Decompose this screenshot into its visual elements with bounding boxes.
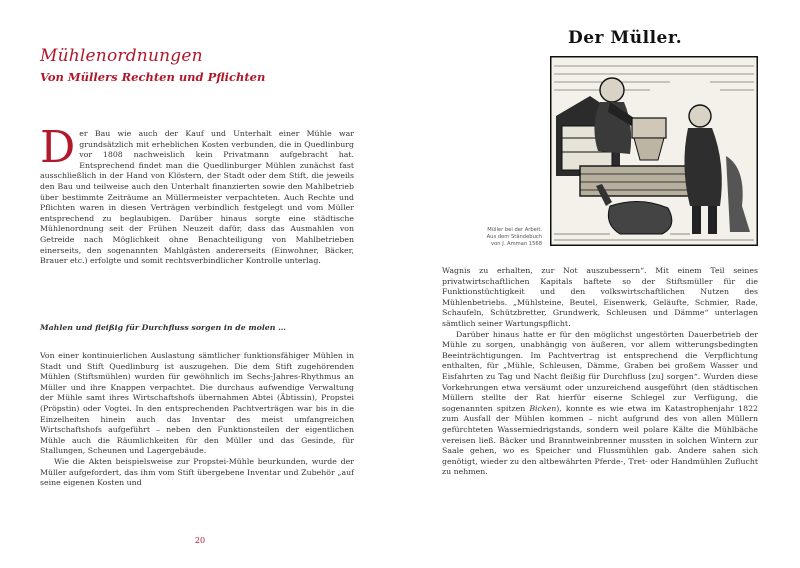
woodcut-caption [436, 227, 542, 248]
caption-line: Müller bei der Arbeit. [487, 227, 542, 233]
chapter-subtitle: Von Müllers Rechten und Pflichten [40, 70, 266, 84]
caption-line: von J. Amman 1568 [491, 241, 542, 247]
chapter-title: Mühlenordnungen [40, 46, 203, 66]
intro-text: er Bau wie auch der Kauf und Unterhalt einer Mühle war grundsätzlich mit erheblichen Kosten verbunden, die in Quedlinburg vor 1808 nachweislich kein Privatmann aufgebracht hat. Entsprechend findet man die Quedlinburger Mühlen zunächst fast ausschließlich in der Hand von Klöstern, der Stadt oder dem Stift, die jeweils den Bau und teilweise auch den Unterhalt finanzierten sowie den Mahlbetrieb über bestimmte Zeiträume an Müllermeister verpachteten. Auch Rechte und Pflichten waren in diesen Verträgen verbindlich festgelegt und vom Müller entsprechend zu beglaubigen. Darüber hinaus sorgte eine städtische Mühlenordnung seit der Frühen Neuzeit dafür, dass das Ausmahlen von Getreide nach Möglichkeit ohne Benachteiligung von Mahlbetrieben einerseits, den sogenannten Mahlgästen andererseits (Einwohner, Bäcker, Brauer etc.) erfolgte und somit rechtsverbindlicher Kontrolle unterlag. [40, 129, 354, 266]
section-subheading: Mahlen und fleißig für Durchfluss sorgen in de molen … [40, 323, 286, 332]
right-body [442, 266, 758, 478]
woodcut-illustration [550, 56, 758, 246]
right-body-text: Darüber hinaus hatte er für den möglichst ungestörten Dauerbetrieb der Mühle zu sorgen, unabhängig von äußeren, vor allem witterungsbedingten Beeinträchtigungen. Im Pachtvertrag ist entsprechend die Verpflichtung enthalten, für „Mühle, Schleusen, Dämme, Graben bei großem Wasser und Eisfahrten zu Tag und Nacht fleißig für Durchfluss [zu] sorgen“. Wurden diese Vorkehrungen etwa versäumt oder unzureichend ausgeführt (den städtischen Müllern stellte der Rat hierfür eiserne Schlegel zur Verfügung, die sogenannten spitzen [442, 329, 758, 413]
left-body-paragraph: Wie die Akten beispielsweise zur Propstei-Mühle beurkunden, wurde der Müller aufgefordert, das ihm vom Stift übergebene Inventar und Zubehör „auf seine eigenen Kosten und [40, 456, 354, 488]
right-body-paragraph [442, 330, 758, 478]
left-body-paragraph: Von einer kontinuierlichen Auslastung sämtlicher funktionsfähiger Mühlen in Stadt und Stift Quedlinburg ist auszugehen. Die dem Stift zugehörenden Mühlen (Stiftsmühlen) wurden für gewöhnlich im Sechs-Jahres-Rhythmus an Müller und ihre Knappen verpachtet. Die durchaus aufwendige Verwaltung der Mühle samt ihres Wirtschaftshofs übernahmen Abtei (Äbtissin), Propstei (Pröpstin) oder Vogtei. In den entsprechenden Pachtverträgen war bis in die Einzelheiten hinein auch das Inventar des meist umfangreichen Wirtschaftshofs aufgeführt – neben den Funktionsteilen der eigentlichen Mühle auch die Räumlichkeiten für den Müller und das Gesinde, für Stallungen, Scheunen und Lagergebäude. [40, 351, 354, 456]
woodcut-title: Der Müller. [568, 28, 683, 48]
right-body-paragraph: Wagnis zu erhalten, zur Not auszubessern“. Mit einem Teil seines privatwirtschaftlichen Kapitals haftete so der Stiftsmüller für die Funktionstüchtigkeit und den volkswirtschaftlichen Nutzen des Mühlenbetriebs. „Mühlsteine, Beutel, Eisenwerk, Geläufte, Schmier, Rade, Schaufeln, Schützbretter, Grundwerk, Schleusen und Dämme“ unterlagen sämtlich seiner Wartungspflicht. [442, 266, 758, 328]
italic-term: Bicken [529, 403, 557, 413]
right-body-tail: ), konnte es wie etwa im Katastrophenjahr 1822 zum Ausfall der Mühlen kommen – nicht aufgrund des von allen Müllern gefürchteten Wasserniedrigstands, sondern weil polare Kälte die Mühlbäche vereisen ließ. Bäcker und Branntweinbrenner mussten in solchen Wintern zur Saale gehen, wo es Speicher und Flussmühlen gab. Andere sahen sich genötigt, wieder zu den altbewährten Pferde-, Tret- oder Handmühlen Zuflucht zu nehmen. [442, 403, 758, 477]
page-number: 20 [194, 536, 206, 545]
left-body [40, 351, 354, 489]
caption-line: Aus dem Ständebuch [486, 234, 542, 240]
intro-paragraph [40, 122, 354, 267]
drop-cap: D [40, 122, 76, 173]
